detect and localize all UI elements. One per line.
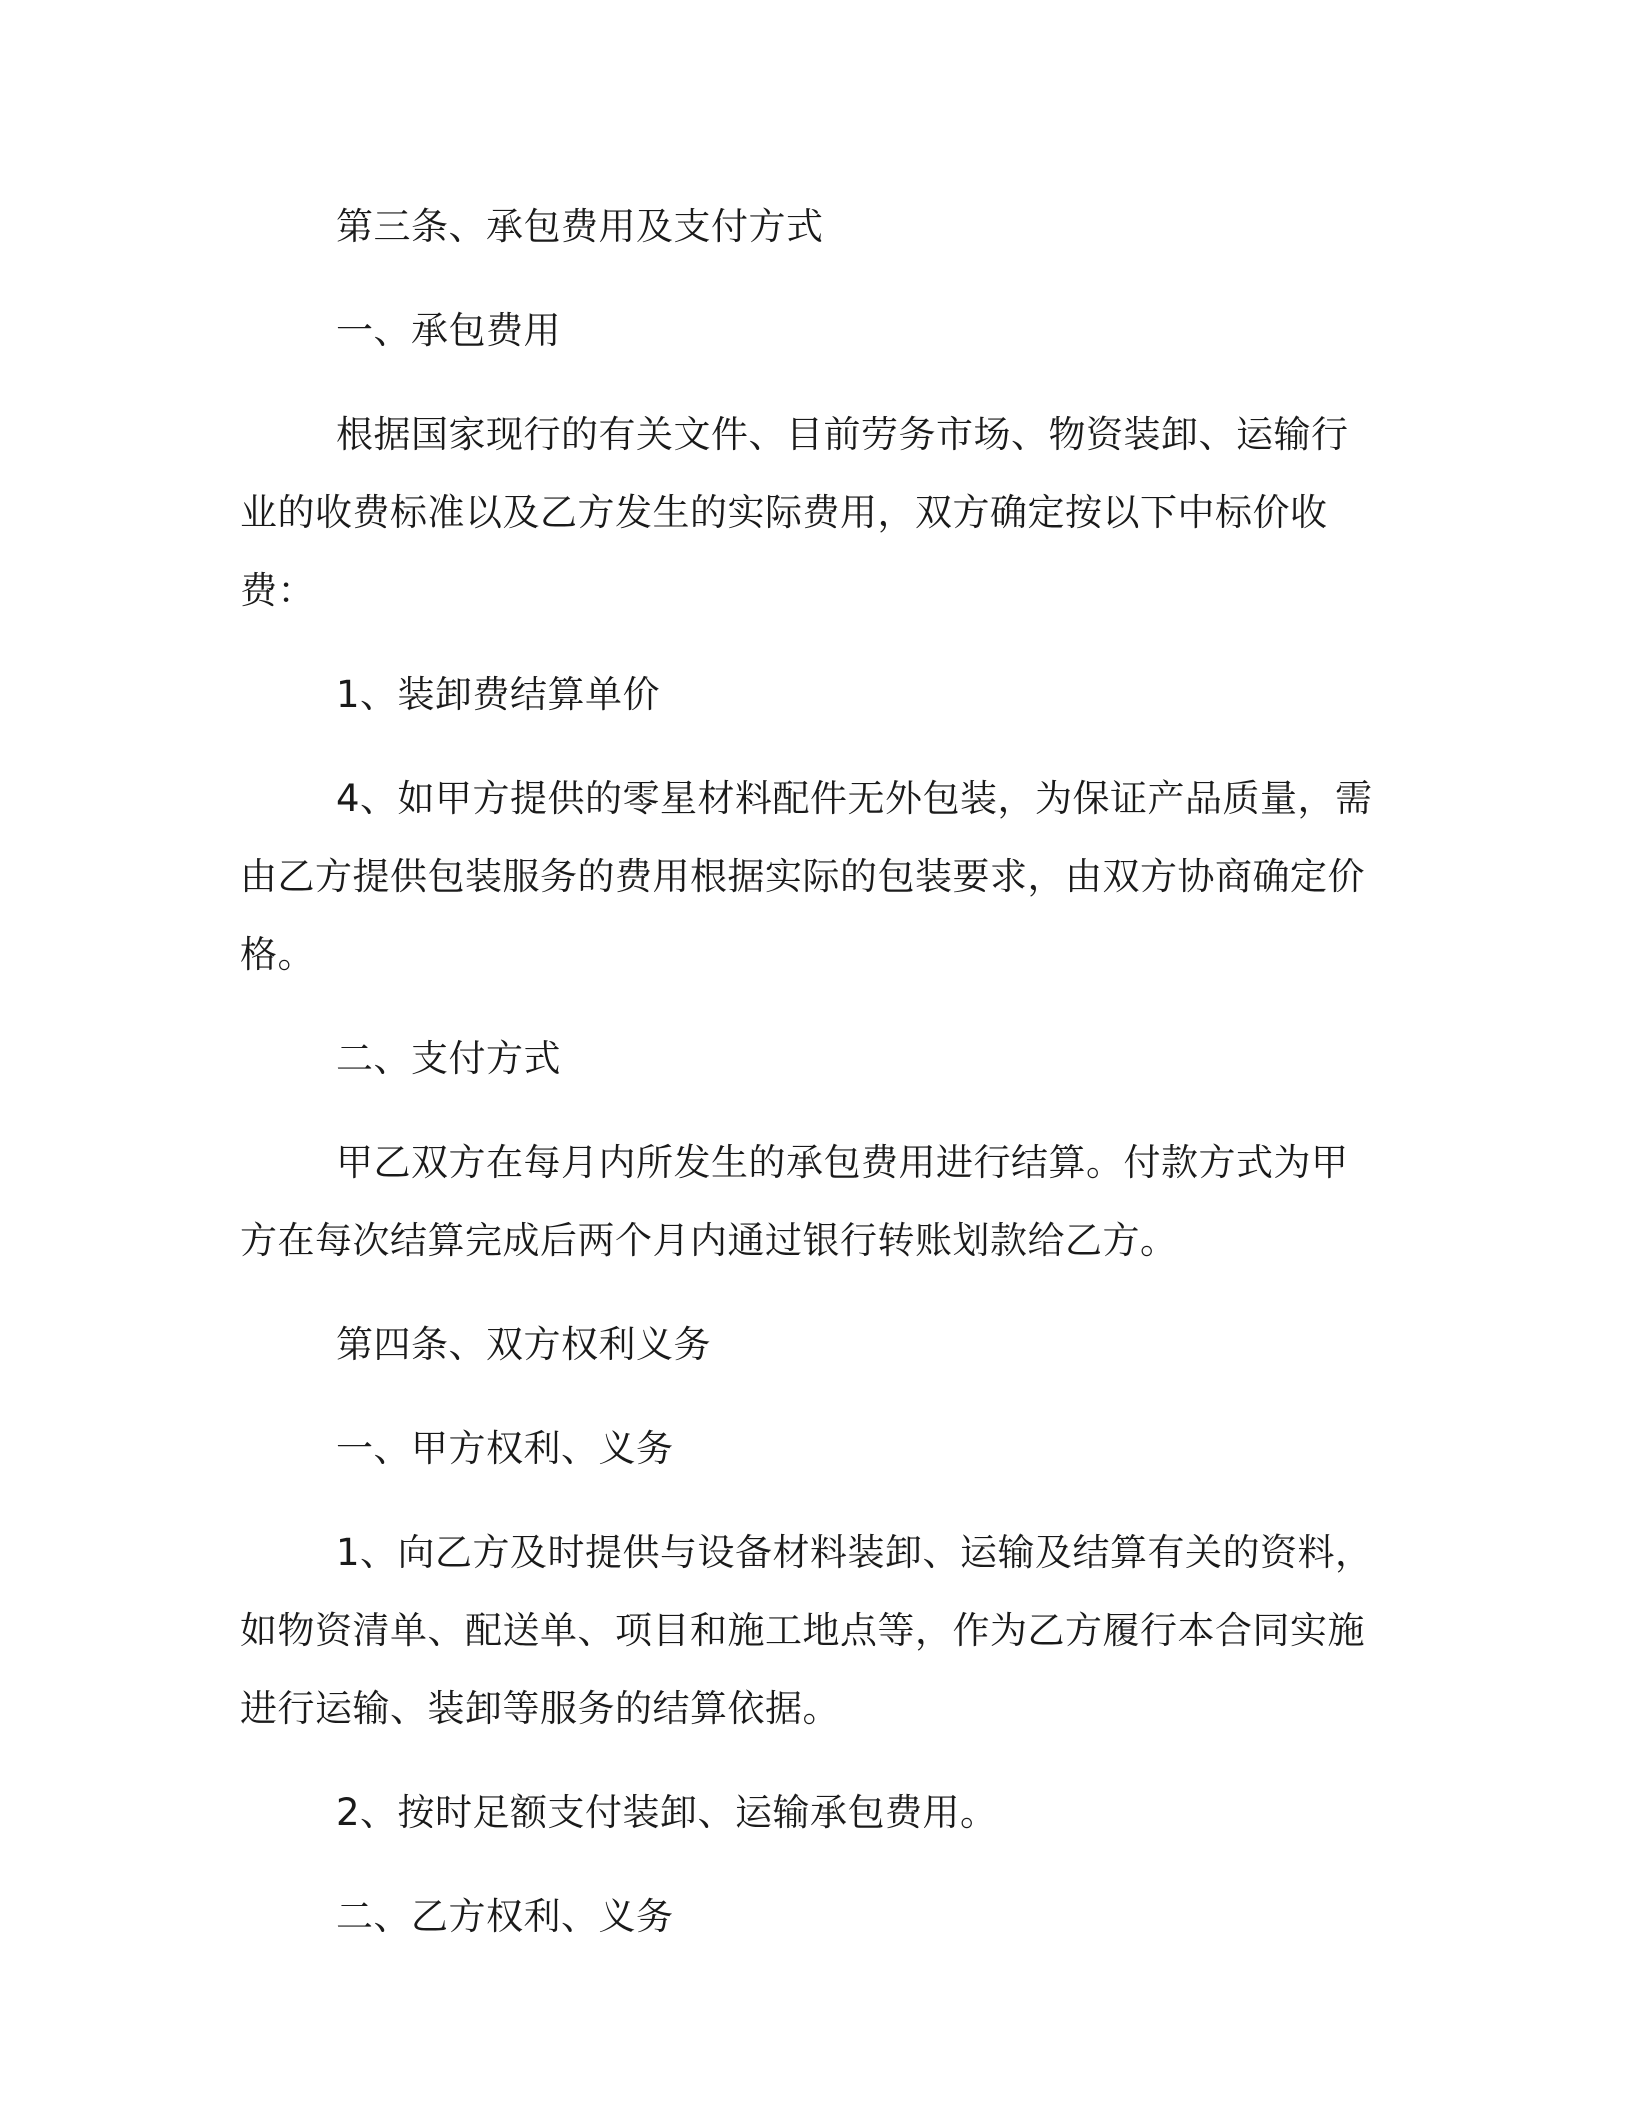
party-b-rights-heading: 二、乙方权利、义务 <box>336 1895 674 1938</box>
section-payment-method-heading: 二、支付方式 <box>336 1037 561 1080</box>
payment-paragraph: 甲乙双方在每月内所发生的承包费用进行结算。付款方式为甲方在每次结算完成后两个月内通过银行转账划款给乙方。 <box>240 1141 1349 1262</box>
article-3-title: 第三条、承包费用及支付方式 <box>336 205 824 248</box>
packaging-service-item: 4、如甲方提供的零星材料配件无外包装，为保证产品质量，需由乙方提供包装服务的费用根据实际的包装要求，由双方协商确定价格。 <box>240 777 1373 976</box>
article-4-title: 第四条、双方权利义务 <box>336 1323 711 1366</box>
fee-basis-paragraph: 根据国家现行的有关文件、目前劳务市场、物资装卸、运输行业的收费标准以及乙方发生的实际费用，双方确定按以下中标价收费： <box>240 413 1349 612</box>
party-a-duty-1: 1、向乙方及时提供与设备材料装卸、运输及结算有关的资料，如物资清单、配送单、项目和施工地点等，作为乙方履行本合同实施进行运输、装卸等服务的结算依据。 <box>240 1531 1373 1730</box>
party-a-duty-2: 2、按时足额支付装卸、运输承包费用。 <box>336 1791 998 1834</box>
document-body <box>240 188 1380 1982</box>
loading-unit-price-item: 1、装卸费结算单价 <box>336 673 661 716</box>
party-a-rights-heading: 一、甲方权利、义务 <box>336 1427 674 1470</box>
section-contract-fee-heading: 一、承包费用 <box>336 309 561 352</box>
